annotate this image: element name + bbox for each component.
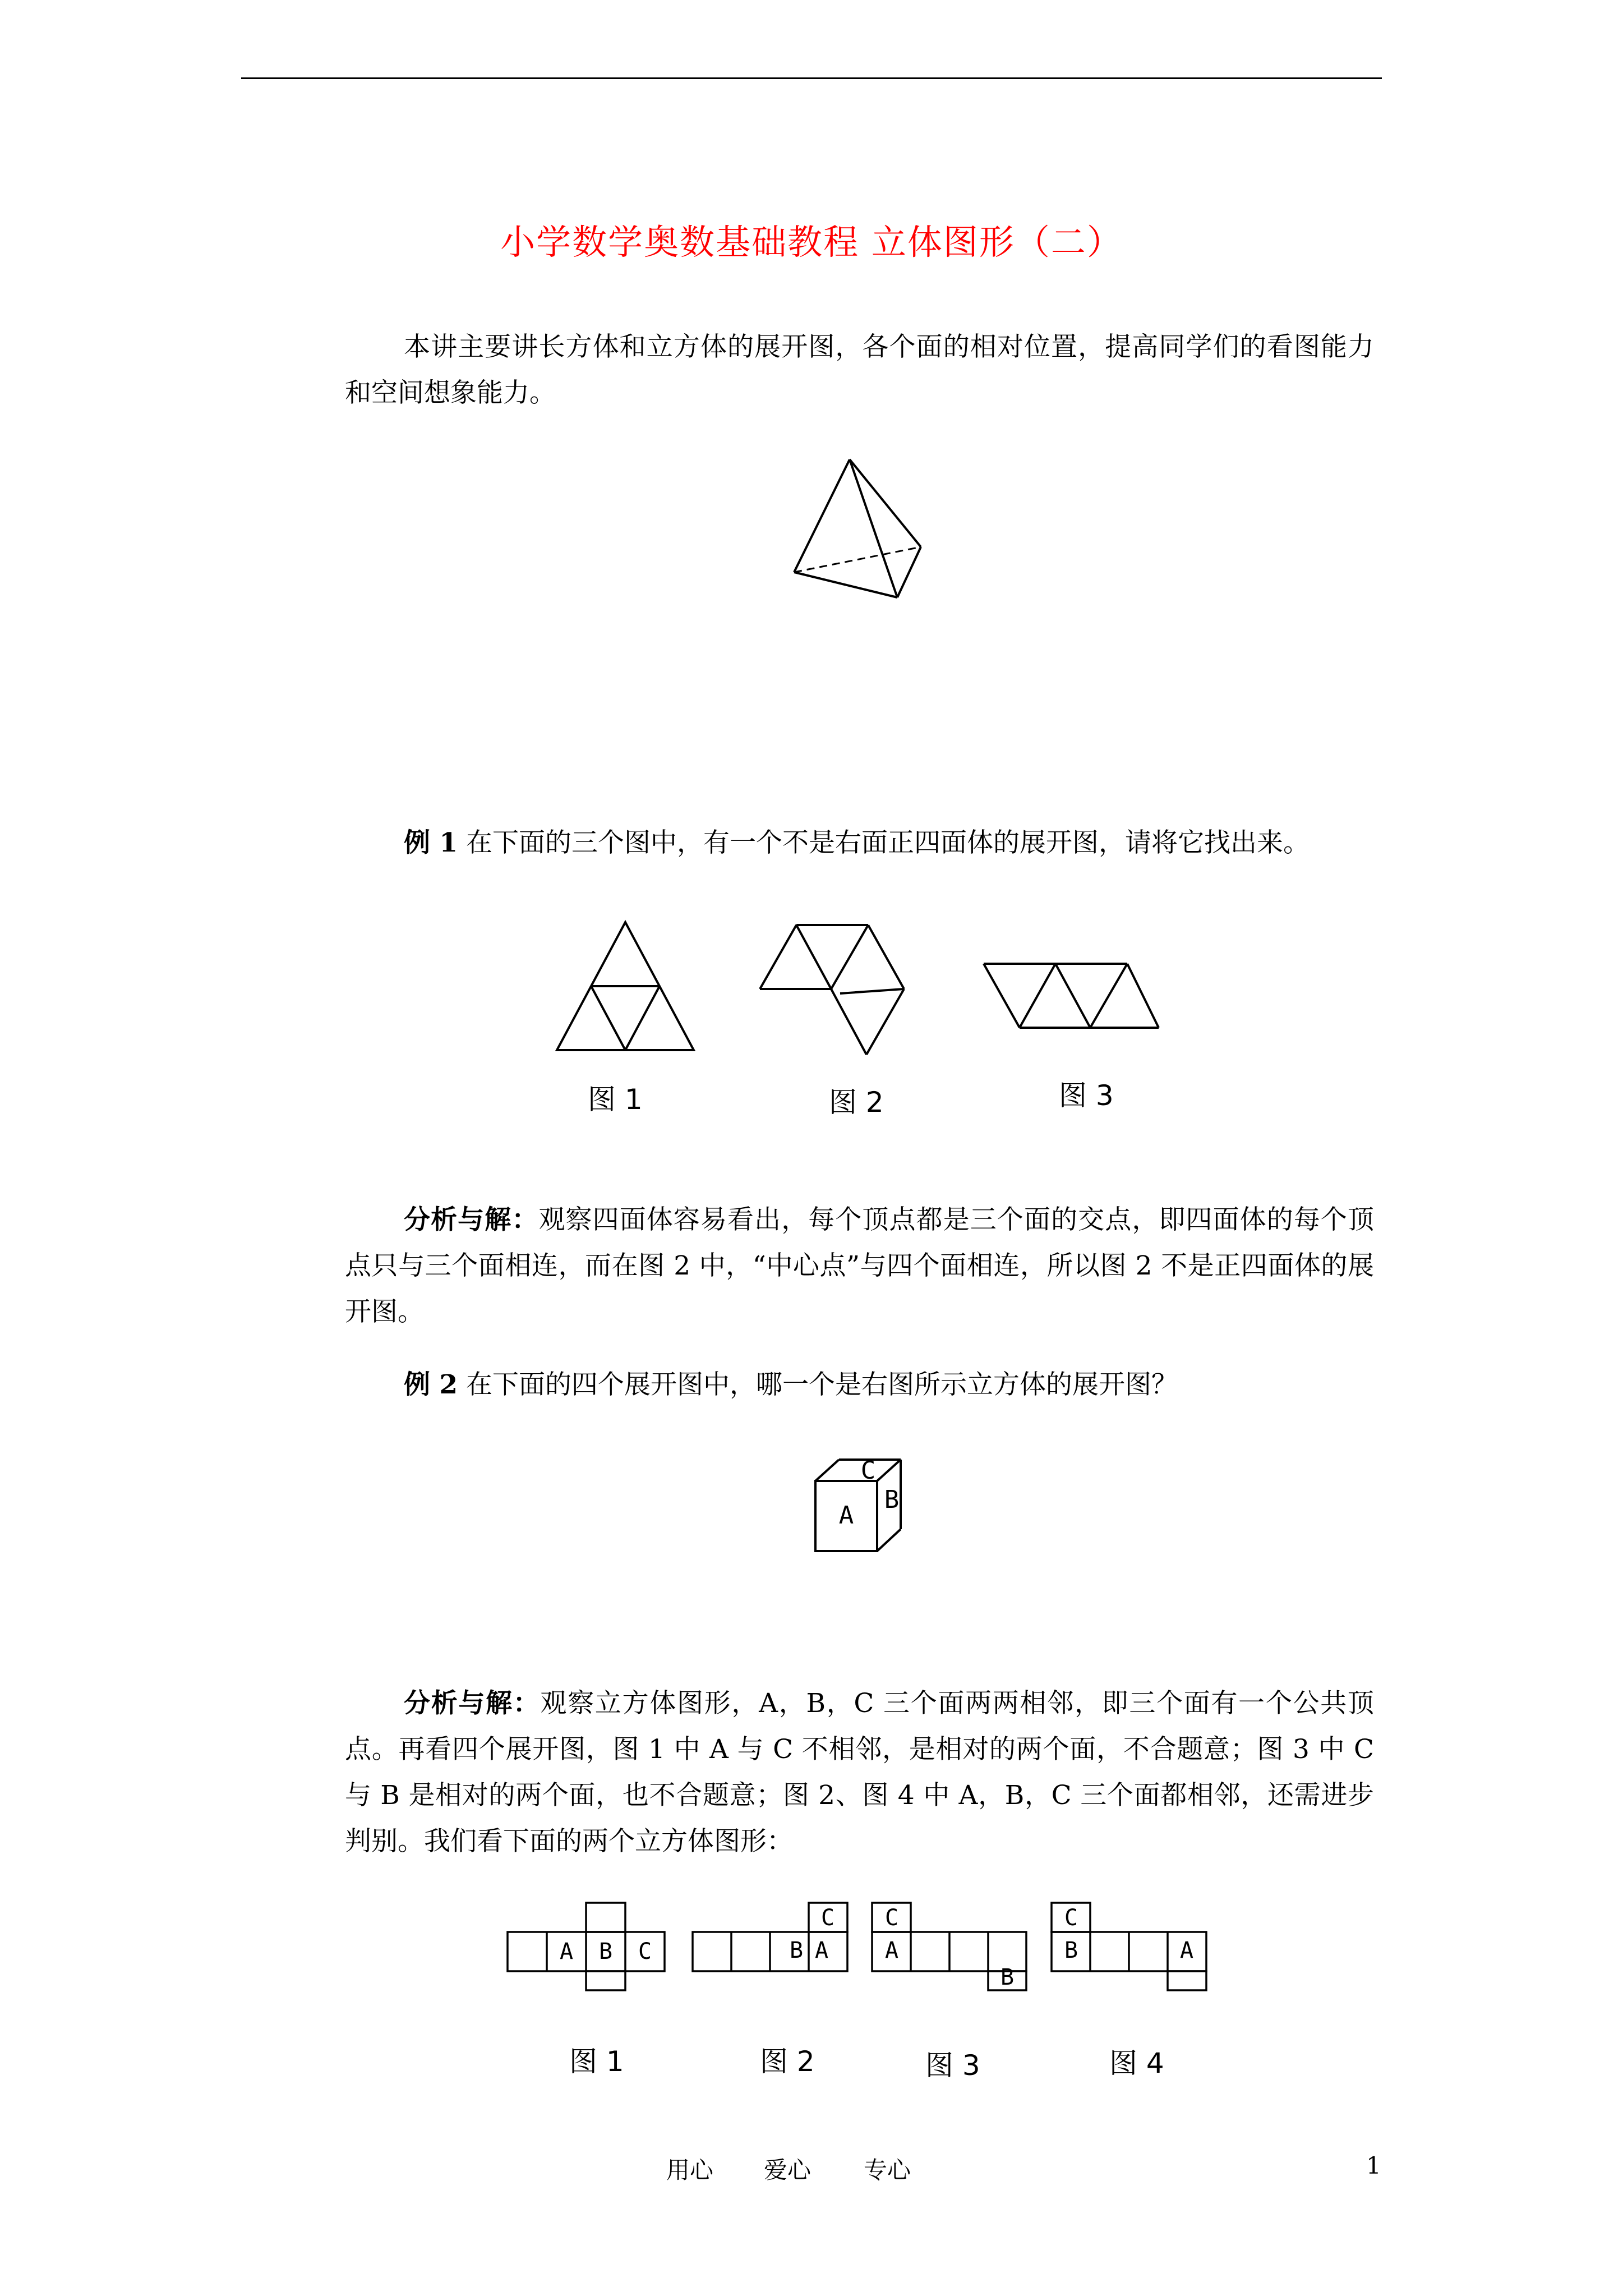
net4-label-a: A (1179, 1938, 1194, 1963)
net1-label-a: A (559, 1939, 574, 1964)
tetra-net-1-caption: 图 1 (588, 1083, 643, 1116)
page-title: 小学数学奥数基础教程 立体图形（二） (500, 222, 1123, 263)
net4-label-c: C (1064, 1905, 1078, 1931)
example1-analysis (345, 1197, 1374, 1335)
net4-label-b: B (1064, 1938, 1078, 1963)
example2-analysis-label: 分析与解： (404, 1688, 541, 1719)
page-number: 1 (1366, 2152, 1381, 2179)
net3-label-c: C (884, 1905, 899, 1931)
cube-net-3-caption: 图 3 (925, 2049, 980, 2082)
cube-face-b: B (884, 1485, 900, 1514)
net2-label-a: A (814, 1938, 829, 1963)
net3-label-a: A (884, 1938, 899, 1963)
example1-question (345, 820, 1374, 866)
tetra-net-3 (981, 960, 1161, 1033)
cube-net-1-caption: 图 1 (569, 2045, 624, 2078)
example2-label: 例 2 (404, 1369, 458, 1400)
tetra-net-3-caption: 图 3 (1059, 1079, 1114, 1112)
header-rule (241, 77, 1382, 79)
net2-label-c: C (820, 1905, 835, 1931)
example1-label: 例 1 (404, 827, 458, 858)
example1-analysis-label: 分析与解： (404, 1204, 539, 1235)
cube-face-a: A (838, 1501, 854, 1530)
example2-analysis-text: 观察立方体图形，A，B，C 三个面两两相邻，即三个面有一个公共顶点。再看四个展开图，图 1 中 A 与 C 不相邻，是相对的两个面，不合题意；图 3 中 C 与 B 是相对的两个面，也不合题意；图 2、图 4 中 A，B，C 三个面都相邻，还需进步判别。我们看下面的两个立方体图形： (345, 1688, 1374, 1857)
tetra-net-1 (552, 920, 698, 1060)
footer-item-2: 爱心 (764, 2156, 811, 2184)
example2-question-text: 在下面的四个展开图中，哪一个是右图所示立方体的展开图？ (466, 1369, 1178, 1400)
net3-label-b: B (1000, 1964, 1015, 1990)
net1-label-b: B (598, 1939, 613, 1964)
example1-question-text: 在下面的三个图中，有一个不是右面正四面体的展开图，请将它找出来。 (466, 827, 1310, 858)
footer-item-3: 专心 (864, 2156, 911, 2184)
tetrahedron-figure (785, 457, 931, 603)
intro-paragraph: 本讲主要讲长方体和立方体的展开图，各个面的相对位置，提高同学们的看图能力和空间想象能力。 (345, 332, 1374, 408)
cube-face-c: C (860, 1456, 876, 1485)
tetra-net-2-caption: 图 2 (829, 1086, 884, 1119)
net1-label-c: C (638, 1939, 652, 1964)
cube-net-4-caption: 图 4 (1109, 2047, 1164, 2079)
cube-net-2-caption: 图 2 (760, 2045, 815, 2078)
example2-question (345, 1362, 1374, 1408)
tetra-net-2 (757, 923, 931, 1063)
example1-analysis-text: 观察四面体容易看出，每个顶点都是三个面的交点，即四面体的每个顶点只与三个面相连，而在图 2 中，“中心点”与四个面相连，所以图 2 不是正四面体的展开图。 (345, 1204, 1375, 1327)
example2-analysis (345, 1681, 1374, 1865)
cube-nets-figure (505, 1902, 1223, 1991)
footer-item-1: 用心 (666, 2156, 714, 2184)
cube-figure (813, 1457, 925, 1556)
net2-label-b: B (789, 1938, 804, 1963)
